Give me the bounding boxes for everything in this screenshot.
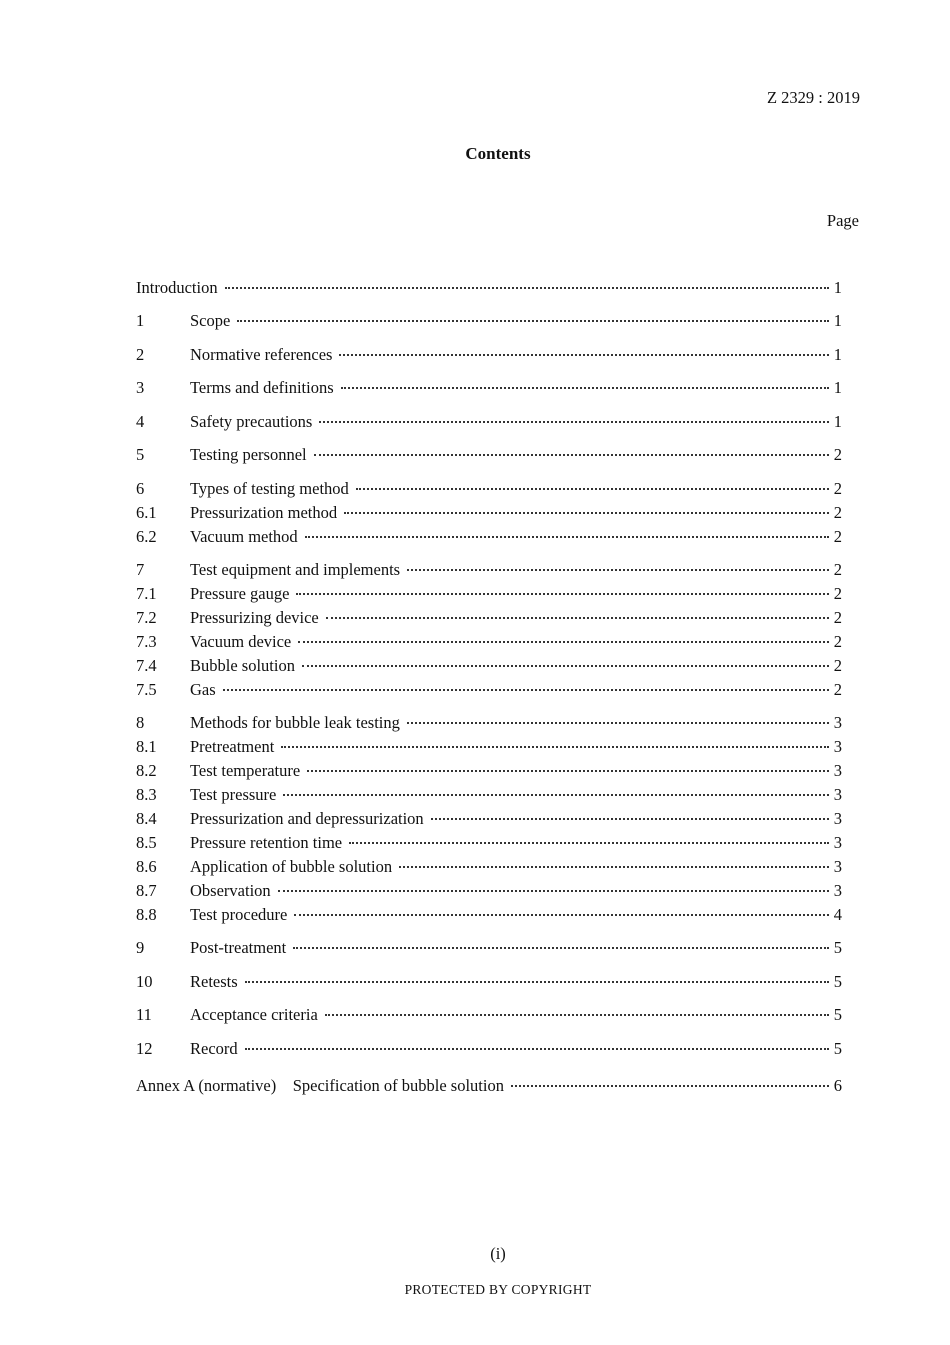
toc-entry-number: 8.4 [136, 809, 157, 828]
toc-entry-number: 7.2 [136, 608, 157, 627]
dot-leader [237, 320, 829, 322]
footer-page-number: (i) [490, 1244, 506, 1263]
page-column-label: Page [826, 211, 859, 230]
toc-entry-3[interactable] [136, 378, 842, 400]
dot-leader [293, 947, 829, 949]
toc-entry-title: Test procedure [190, 905, 288, 924]
toc-entry-title: Terms and definitions [190, 378, 334, 397]
toc-entry-number: 7.4 [136, 656, 157, 675]
toc-entry-title: Acceptance criteria [190, 1005, 318, 1024]
toc-entry-7-5[interactable] [136, 680, 842, 702]
toc-entry-number: 8 [136, 713, 145, 732]
toc-entry-page: 1 [833, 278, 842, 297]
toc-entry-12[interactable] [136, 1039, 842, 1061]
toc-entry-7-1[interactable] [136, 584, 842, 606]
toc-entry-page: 3 [833, 785, 842, 804]
toc-entry-title: Post-treatment [190, 938, 287, 957]
toc-entry-number: 8.6 [136, 857, 157, 876]
toc-entry-page: 5 [833, 938, 842, 957]
dot-leader [294, 914, 829, 916]
toc-entry-7-3[interactable] [136, 632, 842, 654]
toc-entry-number: 3 [136, 378, 145, 397]
toc-entry-title: Test temperature [190, 761, 301, 780]
toc-entry-number: 8.7 [136, 881, 157, 900]
toc-entry-8-6[interactable] [136, 857, 842, 879]
toc-entry-title: Types of testing method [190, 479, 349, 498]
toc-entry-number: 2 [136, 345, 145, 364]
toc-entry-title: Application of bubble solution [190, 857, 393, 876]
toc-entry-page: 2 [833, 584, 842, 603]
toc-entry-6[interactable] [136, 479, 842, 501]
toc-entry-number: 12 [136, 1039, 153, 1058]
toc-entry-7-2[interactable] [136, 608, 842, 630]
toc-entry-title: Annex A (normative) Specification of bubble solution [136, 1076, 504, 1095]
dot-leader [511, 1085, 829, 1087]
toc-entry-page: 3 [833, 713, 842, 732]
dot-leader [399, 866, 829, 868]
toc-entry-8-8[interactable] [136, 905, 842, 927]
toc-entry-annex-a[interactable] [136, 1072, 842, 1094]
toc-entry-introduction[interactable] [136, 278, 842, 300]
toc-entry-title: Pressurizing device [190, 608, 319, 627]
toc-entry-6-1[interactable] [136, 503, 842, 525]
toc-entry-number: 8.5 [136, 833, 157, 852]
page-title: Contents [465, 144, 531, 163]
toc-entry-number: 7.3 [136, 632, 157, 651]
dot-leader [341, 387, 829, 389]
dot-leader [407, 722, 829, 724]
toc-entry-number: 4 [136, 412, 145, 431]
toc-entry-number: 7.5 [136, 680, 157, 699]
toc-entry-6-2[interactable] [136, 527, 842, 549]
dot-leader [314, 454, 829, 456]
toc-entry-page: 1 [833, 412, 842, 431]
toc-entry-page: 3 [833, 833, 842, 852]
toc-entry-title: Normative references [190, 345, 333, 364]
toc-entry-8-4[interactable] [136, 809, 842, 831]
toc-entry-page: 6 [833, 1076, 842, 1095]
toc-entry-page: 5 [833, 972, 842, 991]
toc-entry-page: 2 [833, 608, 842, 627]
toc-entry-number: 7.1 [136, 584, 157, 603]
dot-leader [349, 842, 829, 844]
toc-entry-title: Pretreatment [190, 737, 275, 756]
toc-entry-page: 2 [833, 632, 842, 651]
toc-entry-8[interactable] [136, 713, 842, 735]
toc-entry-number: 9 [136, 938, 145, 957]
toc-entry-number: 6 [136, 479, 145, 498]
toc-entry-title: Testing personnel [190, 445, 307, 464]
dot-leader [245, 981, 829, 983]
toc-entry-1[interactable] [136, 311, 842, 333]
toc-entry-number: 10 [136, 972, 153, 991]
toc-entry-7-4[interactable] [136, 656, 842, 678]
toc-entry-number: 7 [136, 560, 145, 579]
dot-leader [296, 593, 829, 595]
toc-entry-10[interactable] [136, 972, 842, 994]
toc-entry-5[interactable] [136, 445, 842, 467]
toc-entry-number: 5 [136, 445, 145, 464]
toc-entry-number: 8.2 [136, 761, 157, 780]
toc-entry-page: 5 [833, 1039, 842, 1058]
dot-leader [344, 512, 829, 514]
toc-entry-number: 11 [136, 1005, 152, 1024]
toc-entry-8-5[interactable] [136, 833, 842, 855]
toc-entry-title: Methods for bubble leak testing [190, 713, 400, 732]
toc-entry-page: 3 [833, 809, 842, 828]
toc-entry-4[interactable] [136, 412, 842, 434]
dot-leader [307, 770, 829, 772]
toc-entry-page: 3 [833, 857, 842, 876]
toc-entry-page: 1 [833, 378, 842, 397]
toc-entry-number: 8.1 [136, 737, 157, 756]
toc-entry-page: 2 [833, 445, 842, 464]
toc-entry-number: 8.8 [136, 905, 157, 924]
dot-leader [281, 746, 829, 748]
dot-leader [356, 488, 829, 490]
toc-entry-title: Test equipment and implements [190, 560, 401, 579]
toc-entry-title: Vacuum method [190, 527, 298, 546]
toc-entry-title: Safety precautions [190, 412, 313, 431]
toc-entry-title: Observation [190, 881, 271, 900]
toc-entry-8-1[interactable] [136, 737, 842, 759]
toc-entry-page: 4 [833, 905, 842, 924]
toc-entry-title: Bubble solution [190, 656, 295, 675]
toc-entry-title: Record [190, 1039, 238, 1058]
dot-leader [305, 536, 829, 538]
toc-entry-number: 8.3 [136, 785, 157, 804]
dot-leader [326, 617, 829, 619]
standard-number: Z 2329 : 2019 [766, 88, 860, 107]
toc-entry-page: 2 [833, 560, 842, 579]
toc-entry-page: 3 [833, 761, 842, 780]
toc-entry-number: 6.2 [136, 527, 157, 546]
toc-entry-page: 1 [833, 345, 842, 364]
toc-entry-8-3[interactable] [136, 785, 842, 807]
dot-leader [298, 641, 829, 643]
toc-entry-number: 6.1 [136, 503, 157, 522]
toc-entry-page: 2 [833, 680, 842, 699]
toc-entry-9[interactable] [136, 938, 842, 960]
dot-leader [223, 689, 829, 691]
toc-entry-title: Retests [190, 972, 238, 991]
toc-entry-8-7[interactable] [136, 881, 842, 903]
toc-entry-title: Introduction [136, 278, 218, 297]
toc-entry-page: 3 [833, 881, 842, 900]
toc-entry-title: Test pressure [190, 785, 277, 804]
toc-entry-page: 3 [833, 737, 842, 756]
dot-leader [278, 890, 829, 892]
toc-entry-title: Pressurization and depressurization [190, 809, 424, 828]
toc-entry-title: Pressure retention time [190, 833, 343, 852]
toc-entry-8-2[interactable] [136, 761, 842, 783]
toc-entry-page: 2 [833, 503, 842, 522]
toc-entry-number: 1 [136, 311, 145, 330]
dot-leader [302, 665, 829, 667]
dot-leader [325, 1014, 829, 1016]
dot-leader [225, 287, 829, 289]
toc-entry-page: 1 [833, 311, 842, 330]
toc-entry-7[interactable] [136, 560, 842, 582]
dot-leader [283, 794, 829, 796]
toc-entry-title: Vacuum device [190, 632, 292, 651]
copyright-notice: PROTECTED BY COPYRIGHT [404, 1282, 592, 1297]
dot-leader [407, 569, 829, 571]
toc-entry-page: 2 [833, 527, 842, 546]
toc-entry-page: 5 [833, 1005, 842, 1024]
toc-entry-title: Pressure gauge [190, 584, 290, 603]
dot-leader [319, 421, 829, 423]
toc-entry-2[interactable] [136, 345, 842, 367]
toc-entry-page: 2 [833, 479, 842, 498]
dot-leader [431, 818, 829, 820]
toc-entry-11[interactable] [136, 1005, 842, 1027]
toc-entry-page: 2 [833, 656, 842, 675]
dot-leader [245, 1048, 829, 1050]
toc-entry-title: Pressurization method [190, 503, 338, 522]
toc-entry-title: Gas [190, 680, 216, 699]
toc-entry-title: Scope [190, 311, 231, 330]
dot-leader [339, 354, 829, 356]
